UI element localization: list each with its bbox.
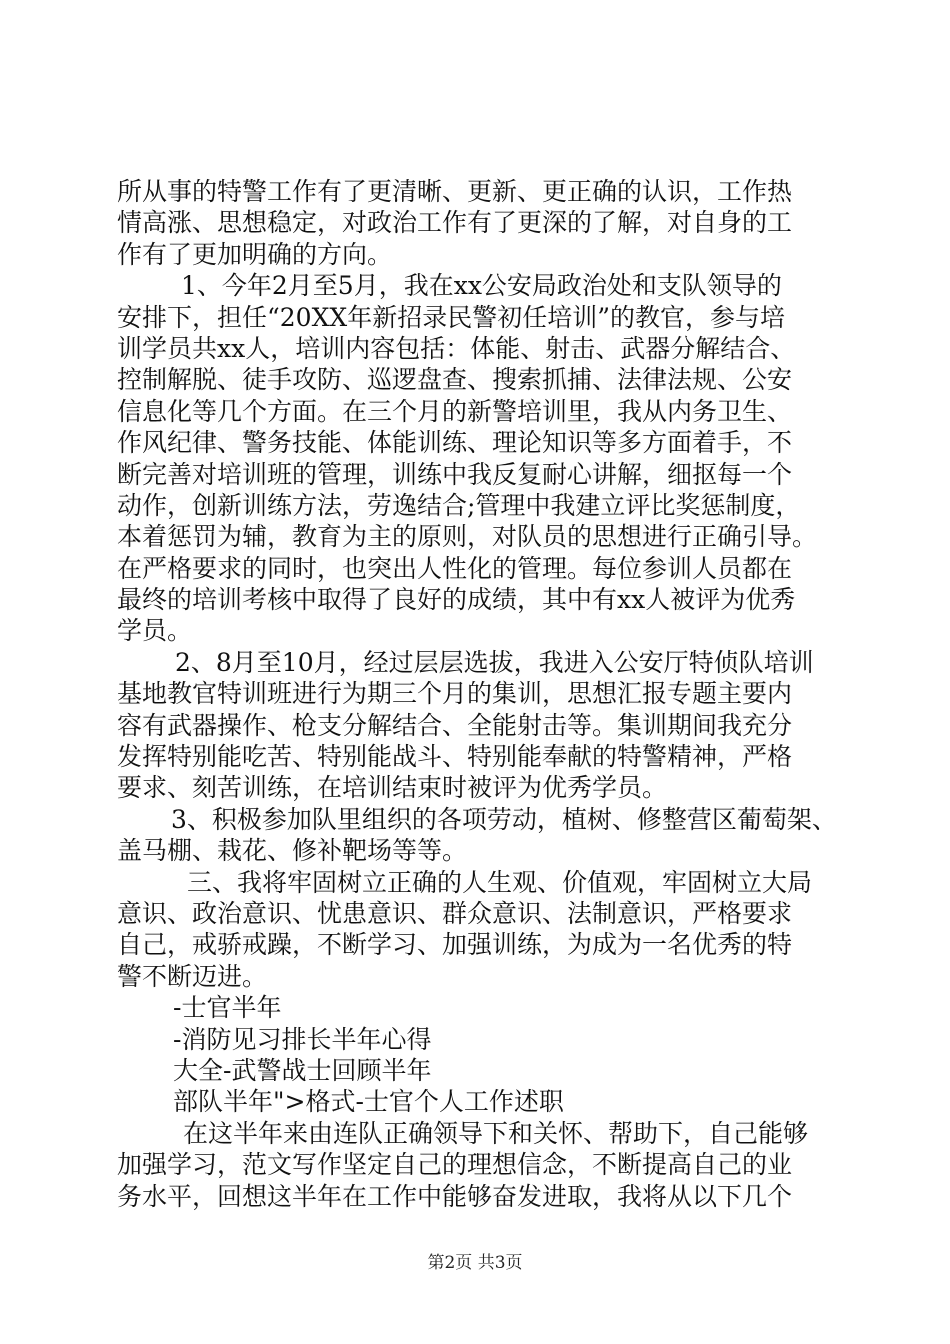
text-line: 信息化等几个方面。在三个月的新警培训里，我从内务卫生、 xyxy=(117,396,793,426)
text-line: 所从事的特警工作有了更清晰、更新、更正确的认识，工作热 xyxy=(117,177,793,206)
text-line: 警不断迈进。 xyxy=(117,961,268,991)
text-line: 情高涨、思想稳定，对政治工作有了更深的了解，对自身的工 xyxy=(117,208,793,238)
text-line: 务水平，回想这半年在工作中能够奋发进取，我将从以下几个 xyxy=(117,1181,793,1211)
heading-line: -士官半年 xyxy=(173,993,282,1023)
text-line: 学员。 xyxy=(117,616,193,646)
text-line: 断完善对培训班的管理，训练中我反复耐心讲解，细抠每一个 xyxy=(117,459,793,489)
text-line: 发挥特别能吃苦、特别能战斗、特别能奉献的特警精神，严格 xyxy=(117,742,793,772)
text-line: 动作，创新训练方法，劳逸结合;管理中我建立评比奖惩制度， xyxy=(117,490,801,520)
text-line: 安排下，担任“20XX年新招录民警初任培训”的教官，参与培 xyxy=(117,302,785,332)
paragraph-start-line: 2、8月至10月，经过层层选拔，我进入公安厅特侦队培训 xyxy=(175,647,814,677)
text-line: 控制解脱、徒手攻防、巡逻盘查、搜索抓捕、法律法规、公安 xyxy=(117,365,793,395)
paragraph-start-line: 三、我将牢固树立正确的人生观、价值观，牢固树立大局 xyxy=(187,867,813,897)
paragraph-start-line: 1、今年2月至5月，我在xx公安局政治处和支队领导的 xyxy=(181,271,782,301)
text-line: 容有武器操作、枪支分解结合、全能射击等。集训期间我充分 xyxy=(117,710,793,740)
text-line: 训学员共xx人，培训内容包括：体能、射击、武器分解结合、 xyxy=(117,333,796,363)
text-line: 基地教官特训班进行为期三个月的集训，思想汇报专题主要内 xyxy=(117,679,793,709)
heading-line: -消防见习排长半年心得 xyxy=(173,1024,432,1054)
document-body xyxy=(117,176,837,1212)
paragraph-start-line: 在这半年来由连队正确领导下和关怀、帮助下，自己能够 xyxy=(183,1118,809,1148)
text-line: 本着惩罚为辅，教育为主的原则，对队员的思想进行正确引导。 xyxy=(117,522,818,552)
heading-line: 部队半年">格式-士官个人工作述职 xyxy=(173,1087,564,1117)
text-line: 盖马棚、栽花、修补靶场等等。 xyxy=(117,836,468,866)
text-line: 加强学习，范文写作坚定自己的理想信念，不断提高自己的业 xyxy=(117,1150,793,1180)
heading-line: 大全-武警战士回顾半年 xyxy=(173,1055,432,1085)
text-line: 自己，戒骄戒躁，不断学习、加强训练，为成为一名优秀的特 xyxy=(117,930,793,960)
text-line: 作风纪律、警务技能、体能训练、理论知识等多方面着手，不 xyxy=(117,428,793,458)
text-line: 在严格要求的同时，也突出人性化的管理。每位参训人员都在 xyxy=(117,553,793,583)
text-line: 意识、政治意识、忧患意识、群众意识、法制意识，严格要求 xyxy=(117,898,793,928)
paragraph-start-line: 3、积极参加队里组织的各项劳动，植树、修整营区葡萄架、 xyxy=(171,804,837,834)
text-line: 作有了更加明确的方向。 xyxy=(117,239,393,269)
text-line: 要求、刻苦训练，在培训结束时被评为优秀学员。 xyxy=(117,773,668,803)
text-line: 最终的培训考核中取得了良好的成绩，其中有xx人被评为优秀 xyxy=(117,585,796,615)
page-number-footer: 第2页 共3页 xyxy=(427,1253,523,1273)
